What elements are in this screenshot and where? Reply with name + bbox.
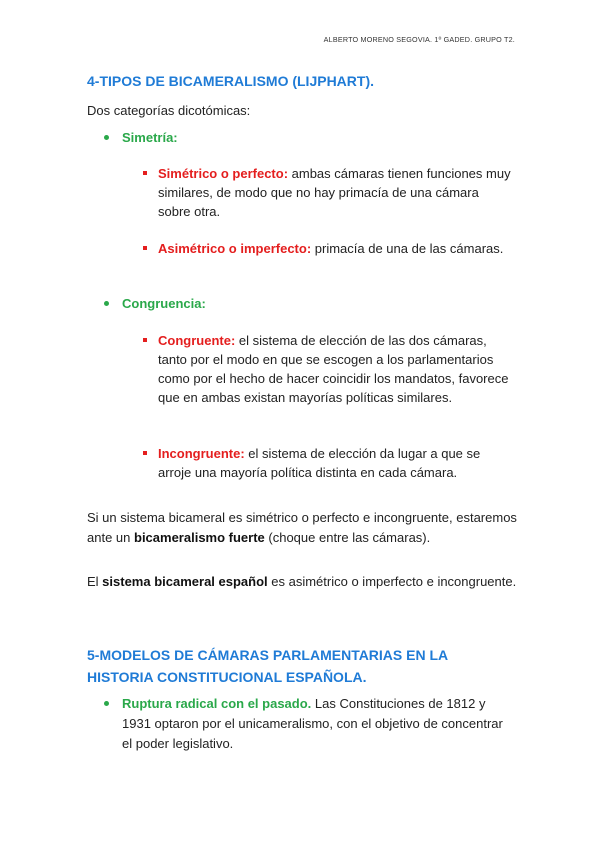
square-bullet-icon (143, 171, 147, 175)
bullet-dot-icon (104, 701, 109, 706)
item-congruente-text (158, 331, 513, 407)
square-bullet-icon (143, 246, 147, 250)
bullet-dot-icon (104, 135, 109, 140)
term-congruente: Congruente: (158, 333, 236, 348)
paragraph-sistema-espanol (87, 572, 517, 592)
para2-bold: sistema bicameral español (102, 574, 268, 589)
bullet-dot-icon (104, 301, 109, 306)
term-simetrico: Simétrico o perfecto: (158, 166, 289, 181)
bullet-congruencia-label: Congruencia: (122, 296, 206, 311)
square-bullet-icon (143, 451, 147, 455)
term-incongruente: Incongruente: (158, 446, 245, 461)
desc-asimetrico: primacía de una de las cámaras. (311, 241, 504, 256)
para2-text-end: es asimétrico o imperfecto e incongruente. (267, 574, 517, 589)
item-asimetrico-text (158, 239, 513, 258)
item-incongruente-text (158, 444, 513, 482)
bullet-ruptura-label: Ruptura radical con el pasado. (122, 696, 312, 711)
page-header: ALBERTO MORENO SEGOVIA. 1º GADED. GRUPO T2. (323, 35, 515, 44)
section-5-title: 5-MODELOS DE CÁMARAS PARLAMENTARIAS EN LA HISTORIA CONSTITUCIONAL ESPAÑOLA. (87, 647, 448, 685)
desc-incongruente: el sistema de elección da lugar a que se arroje una mayoría política distinta en cada cámara. (158, 446, 481, 480)
section-4-intro: Dos categorías dicotómicas: (87, 103, 251, 118)
section-4-title: 4-TIPOS DE BICAMERALISMO (LIJPHART). (87, 73, 375, 89)
square-bullet-icon (143, 338, 147, 342)
para1-text-start: Si un sistema bicameral es simétrico o perfecto e incongruente, estaremos ante un (87, 510, 517, 545)
term-asimetrico: Asimétrico o imperfecto: (158, 241, 312, 256)
para1-text-end: (choque entre las cámaras). (264, 530, 431, 545)
paragraph-bicameralismo-fuerte (87, 508, 517, 548)
desc-simetrico: ambas cámaras tienen funciones muy similares, de modo que no hay primacía de una cámara sobre otra. (158, 166, 511, 219)
para1-bold: bicameralismo fuerte (134, 530, 265, 545)
bullet-ruptura-desc: Las Constituciones de 1812 y 1931 optaron por el unicameralismo, con el objetivo de concentrar el poder legislativo. (122, 696, 503, 751)
desc-congruente: el sistema de elección de las dos cámaras, tanto por el modo en que se escogen a los parlamentarios como por el hecho de hacer coincidir los mandatos, favorece que en ambas existan mayorías políticas similares. (158, 333, 509, 405)
bullet-ruptura-text (122, 694, 514, 754)
bullet-simetria-label: Simetría: (122, 130, 178, 145)
para2-text-start: El (87, 574, 103, 589)
item-simetrico-text (158, 164, 513, 221)
